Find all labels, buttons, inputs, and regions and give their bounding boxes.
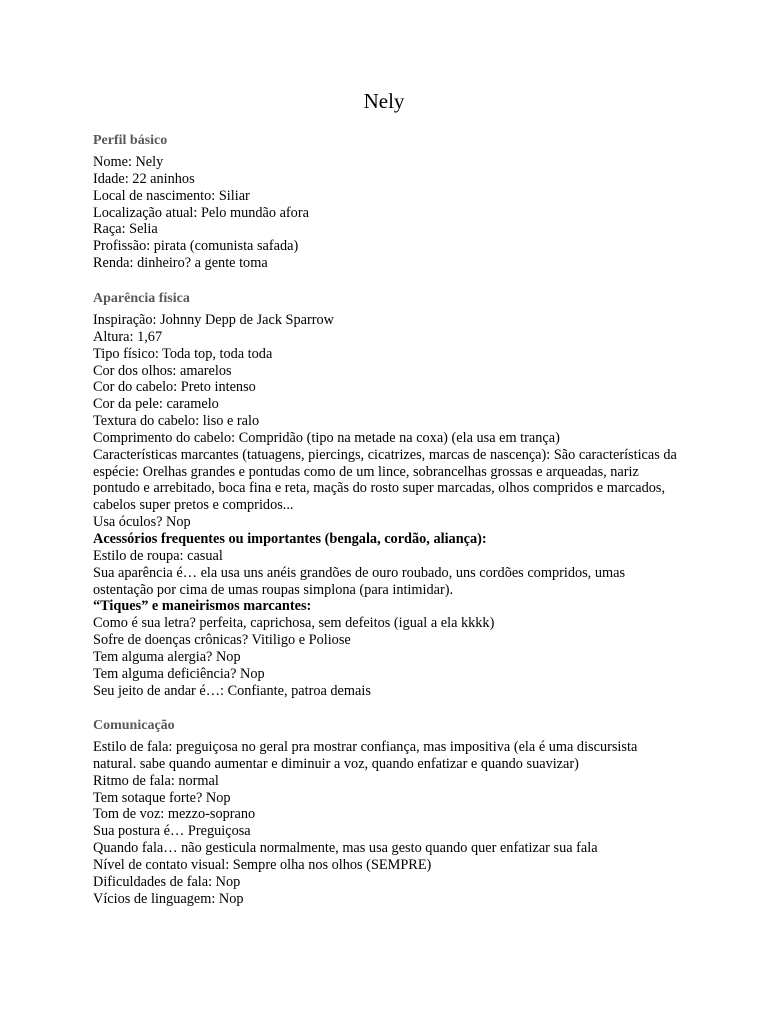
field-line: Quando fala… não gesticula normalmente, mas usa gesto quando quer enfatizar sua fala <box>93 840 598 857</box>
field-line: Cor da pele: caramelo <box>93 396 219 413</box>
field-line: Comprimento do cabelo: Compridão (tipo na metade na coxa) (ela usa em trança) <box>93 429 560 446</box>
field-line: Textura do cabelo: liso e ralo <box>93 413 260 430</box>
field-line: Tipo físico: Toda top, toda toda <box>93 345 273 362</box>
section-lines <box>93 154 683 272</box>
field-line: Raça: Selia <box>93 221 158 238</box>
field-line: Tom de voz: mezzo-soprano <box>93 806 256 823</box>
section-perfil-basico <box>93 132 683 272</box>
section-lines <box>93 739 683 907</box>
field-line: Cor dos olhos: amarelos <box>93 362 232 379</box>
field-line: Usa óculos? Nop <box>93 514 191 531</box>
field-line: Local de nascimento: Siliar <box>93 187 250 204</box>
field-line: Sofre de doenças crônicas? Vitiligo e Poliose <box>93 632 351 649</box>
subheading-line: Acessórios frequentes ou importantes (bengala, cordão, aliança): <box>93 530 487 547</box>
field-line: Tem alguma deficiência? Nop <box>93 665 265 682</box>
field-line: Profissão: pirata (comunista safada) <box>93 238 299 255</box>
field-line: Nome: Nely <box>93 154 164 170</box>
section-comunicacao <box>93 717 683 907</box>
subheading-line: “Tiques” e maneirismos marcantes: <box>93 598 312 615</box>
field-line: Vícios de linguagem: Nop <box>93 890 244 907</box>
field-line: Sua postura é… Preguiçosa <box>93 823 251 840</box>
field-line: Cor do cabelo: Preto intenso <box>93 379 256 396</box>
field-line: Seu jeito de andar é…: Confiante, patroa demais <box>93 682 371 699</box>
document-title: Nely <box>363 89 405 113</box>
field-line: Tem sotaque forte? Nop <box>93 789 231 806</box>
section-aparencia-fisica <box>93 290 683 699</box>
section-heading: Aparência física <box>93 291 190 306</box>
section-heading: Perfil básico <box>93 133 168 148</box>
field-line: Inspiração: Johnny Depp de Jack Sparrow <box>93 312 334 328</box>
section-lines <box>93 312 683 699</box>
field-line: Características marcantes (tatuagens, piercings, cicatrizes, marcas de nascença): São características da espécie: Orelhas grandes e pontudas como de um lince, sobrancelhas grossas e arqueadas, nariz pontudo e arrebitado, boca fina e reta, maçãs do rosto super marcadas, olhos compridos e marcados, cabelos super pretos e compridos... <box>93 446 677 514</box>
field-line: Altura: 1,67 <box>93 328 163 345</box>
field-line: Estilo de roupa: casual <box>93 547 223 564</box>
field-line: Ritmo de fala: normal <box>93 772 219 789</box>
field-line: Estilo de fala: preguiçosa no geral pra mostrar confiança, mas impositiva (ela é uma discursista natural. sabe quando aumentar e diminuir a voz, quando enfatizar e quando suavizar) <box>93 739 638 772</box>
field-line: Localização atual: Pelo mundão afora <box>93 204 309 221</box>
field-line: Nível de contato visual: Sempre olha nos olhos (SEMPRE) <box>93 856 432 873</box>
field-line: Sua aparência é… ela usa uns anéis grandões de ouro roubado, uns cordões compridos, umas ostentação por cima de umas roupas simplona (para intimidar). <box>93 564 626 598</box>
field-line: Tem alguma alergia? Nop <box>93 648 241 665</box>
field-line: Dificuldades de fala: Nop <box>93 873 241 890</box>
section-heading: Comunicação <box>93 718 175 733</box>
field-line: Idade: 22 aninhos <box>93 170 195 187</box>
field-line: Renda: dinheiro? a gente toma <box>93 255 268 272</box>
field-line: Como é sua letra? perfeita, caprichosa, sem defeitos (igual a ela kkkk) <box>93 615 495 632</box>
